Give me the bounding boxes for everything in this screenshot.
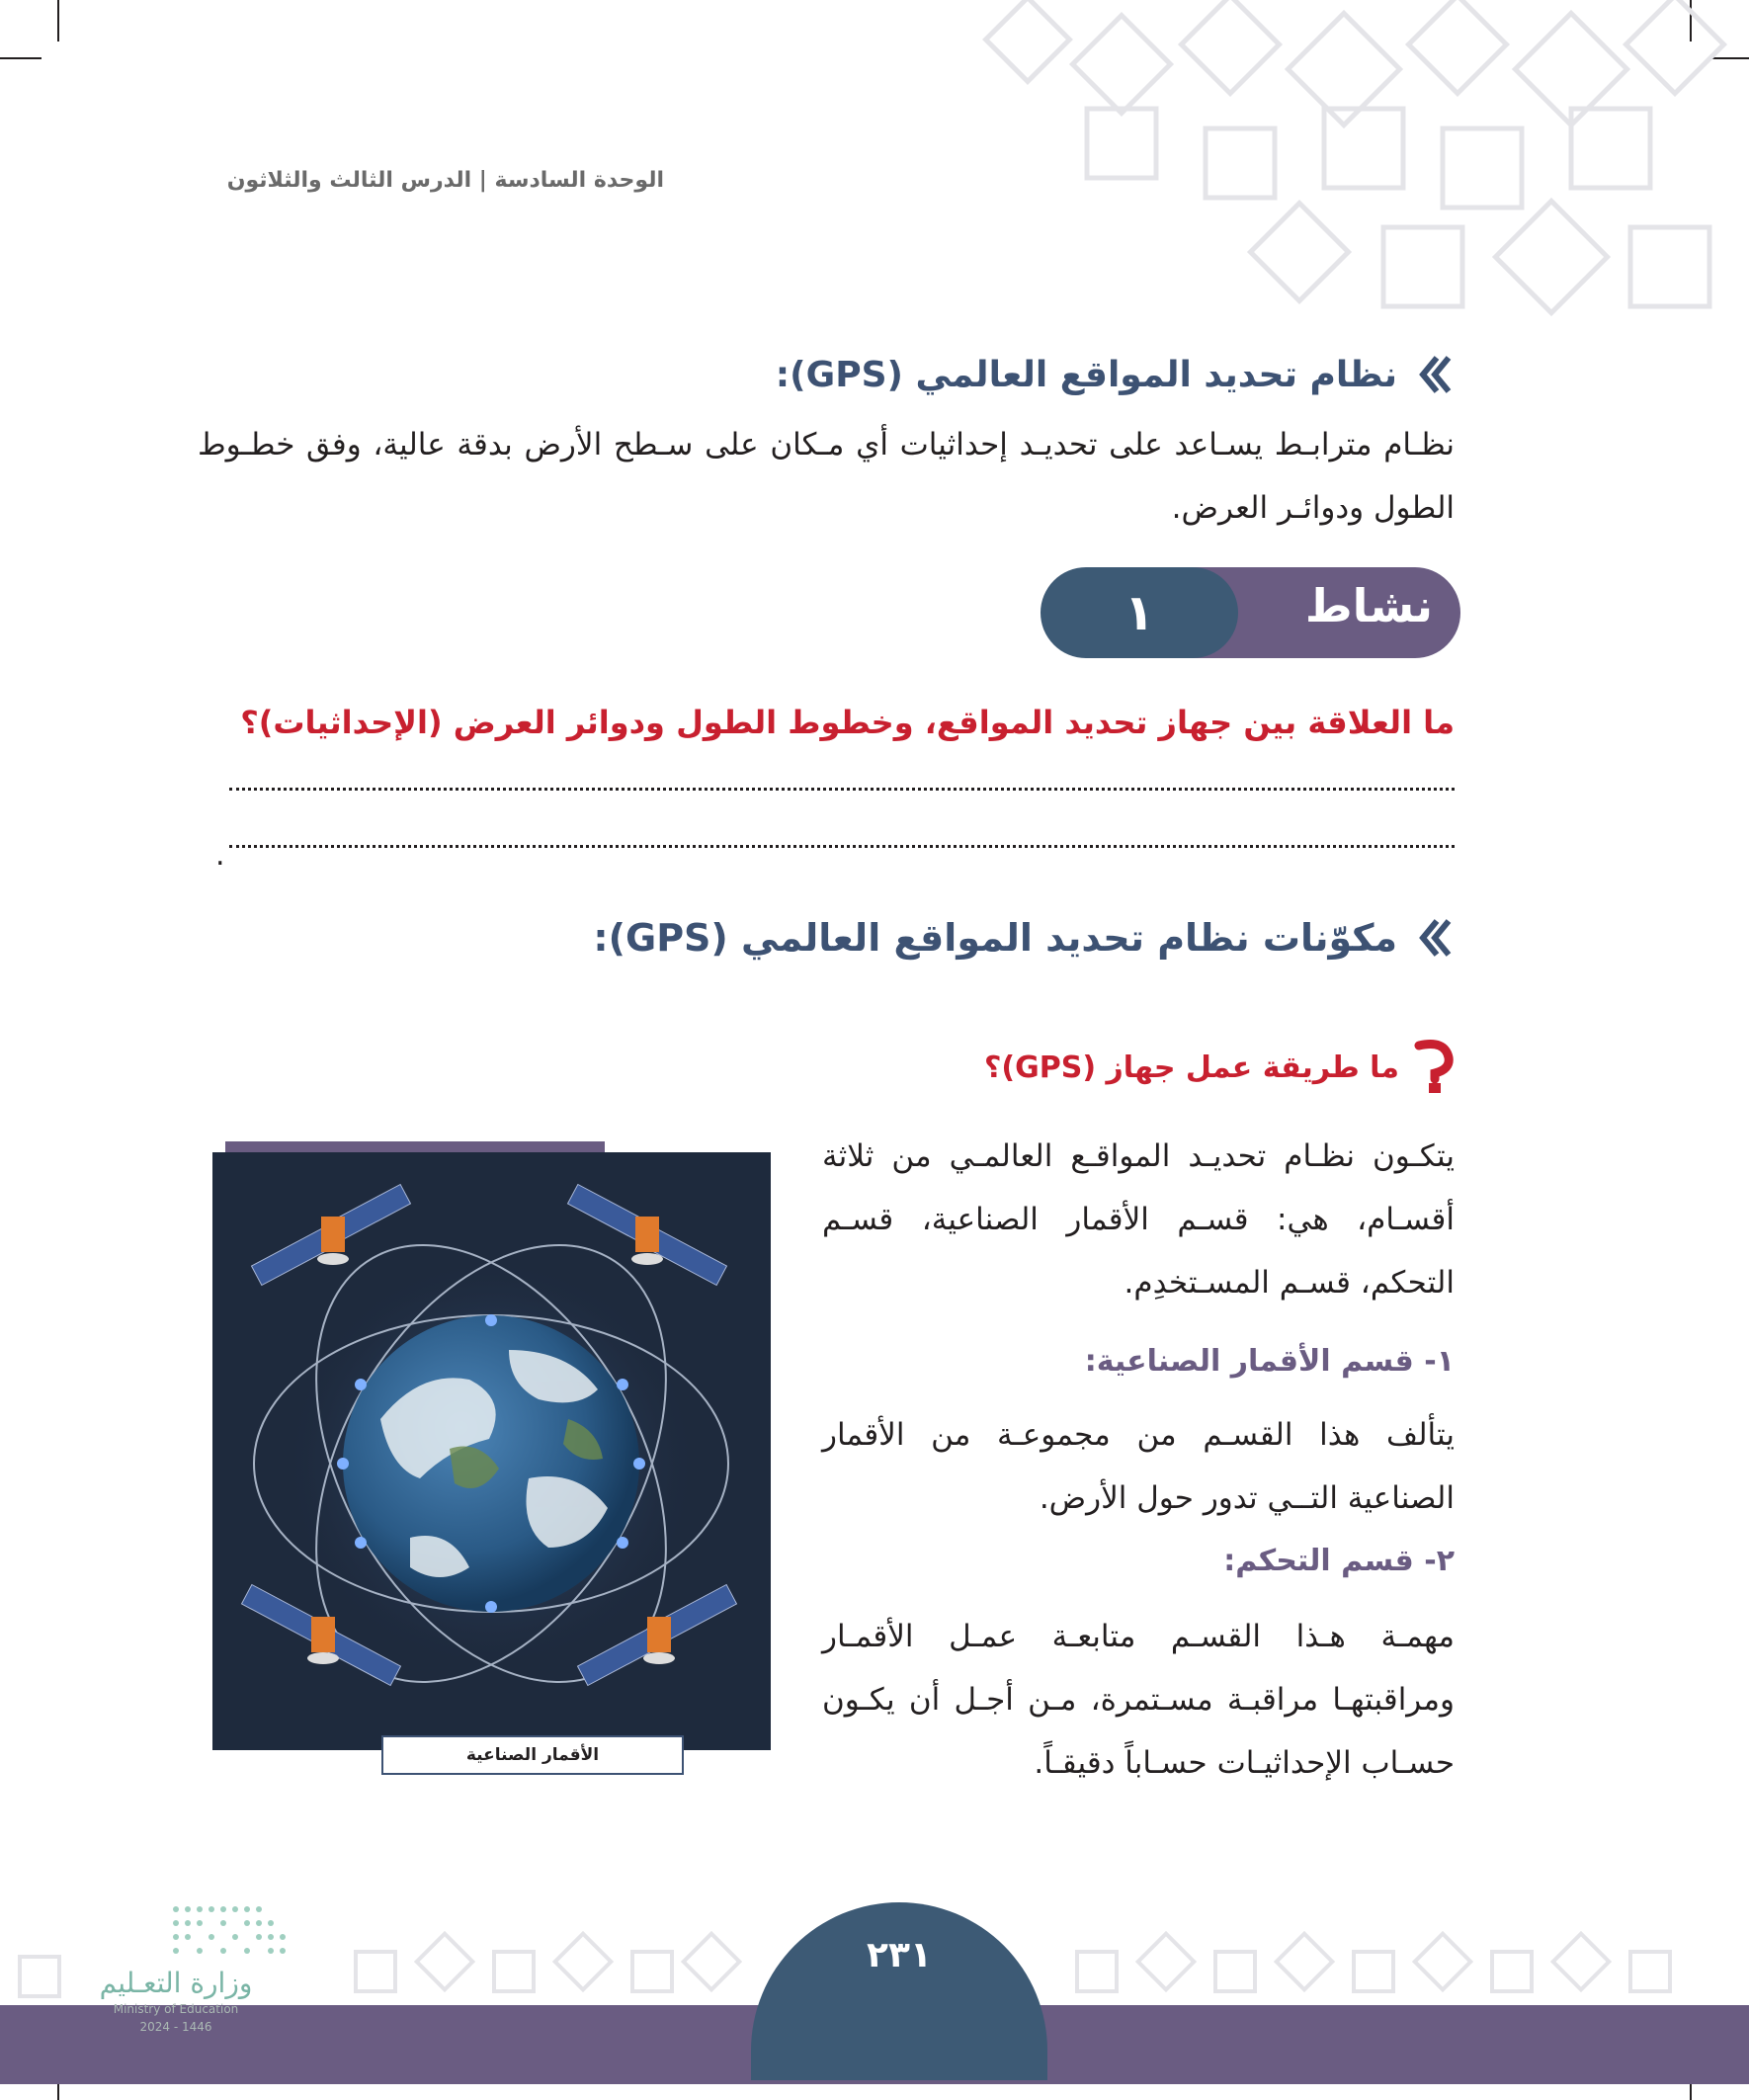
answer-line[interactable]: [229, 788, 1455, 791]
ministry-logo-icon: [97, 1897, 334, 1967]
section-title-components: [593, 915, 1455, 961]
answer-line[interactable]: [229, 845, 1455, 848]
section-title-gps: [776, 352, 1455, 397]
satellite-section-text: يتألف هذا القسـم من مجموعـة من الأقمار الصناعية التــي تدور حول الأرض.: [822, 1417, 1455, 1516]
running-head: الوحدة السادسة | الدرس الثالث والثلاثون: [226, 168, 664, 193]
gps-question: [984, 1040, 1455, 1095]
activity-question: ما العلاقة بين جهاز تحديد المواقع، وخطوط الطول ودوائر العرض (الإحداثيات)؟: [240, 704, 1455, 741]
answer-end-dot: .: [215, 838, 225, 873]
double-chevron-icon: [1409, 915, 1455, 961]
satellites-image: [212, 1152, 771, 1750]
double-chevron-icon: [1409, 352, 1455, 397]
control-section-text: مهمـة هـذا القسـم متابعـة عمـل الأقمـار ومراقبتهـا مراقبـة مسـتمرة، مـن أجـل أن يكـون حسـاب الإحداثيـات حسـاباً دقيقـاً.: [822, 1619, 1455, 1781]
components-intro: يتكـون نظـام تحديـد المواقـع العالمـي من ثلاثة أقسـام، هي: قسـم الأقمار الصناعية، قسـم التحكم، قسـم المسـتخدِم.: [822, 1138, 1455, 1301]
activity-banner: [1041, 567, 1460, 658]
logo-english: Ministry of Education: [113, 2002, 239, 2016]
logo-arabic: وزارة التعـليم: [99, 1967, 253, 1999]
crop-mark: [57, 0, 59, 42]
crop-mark: [0, 57, 42, 59]
page-number: ٢٣١: [867, 1935, 932, 1975]
satellite-icon: [252, 1185, 411, 1286]
logo-year: 2024 - 1446: [139, 2020, 212, 2034]
gps-question-text: ما طريقة عمل جهاز (GPS)؟: [984, 1050, 1399, 1085]
gps-definition: نظـام مترابـط يسـاعد على تحديـد إحداثيات أي مـكان على سـطح الأرض بدقة عالية، وفق خطـوط الطول ودوائـر العرض.: [198, 427, 1455, 526]
activity-number: ١: [1041, 567, 1238, 658]
question-mark-icon: [1411, 1040, 1455, 1095]
activity-label: نشاط: [1304, 579, 1433, 632]
section-title-text: مكوّنات نظام تحديد المواقع العالمي (GPS):: [593, 916, 1397, 960]
ministry-logo: [97, 1897, 334, 2046]
control-section-title: ٢- قسم التحكم:: [1223, 1544, 1455, 1578]
section-title-text: نظام تحديد المواقع العالمي (GPS):: [775, 354, 1397, 395]
decorative-pattern: [939, 0, 1749, 356]
satellite-section-title: ١- قسم الأقمار الصناعية:: [1084, 1344, 1455, 1379]
figure-caption: الأقمار الصناعية: [381, 1735, 684, 1775]
